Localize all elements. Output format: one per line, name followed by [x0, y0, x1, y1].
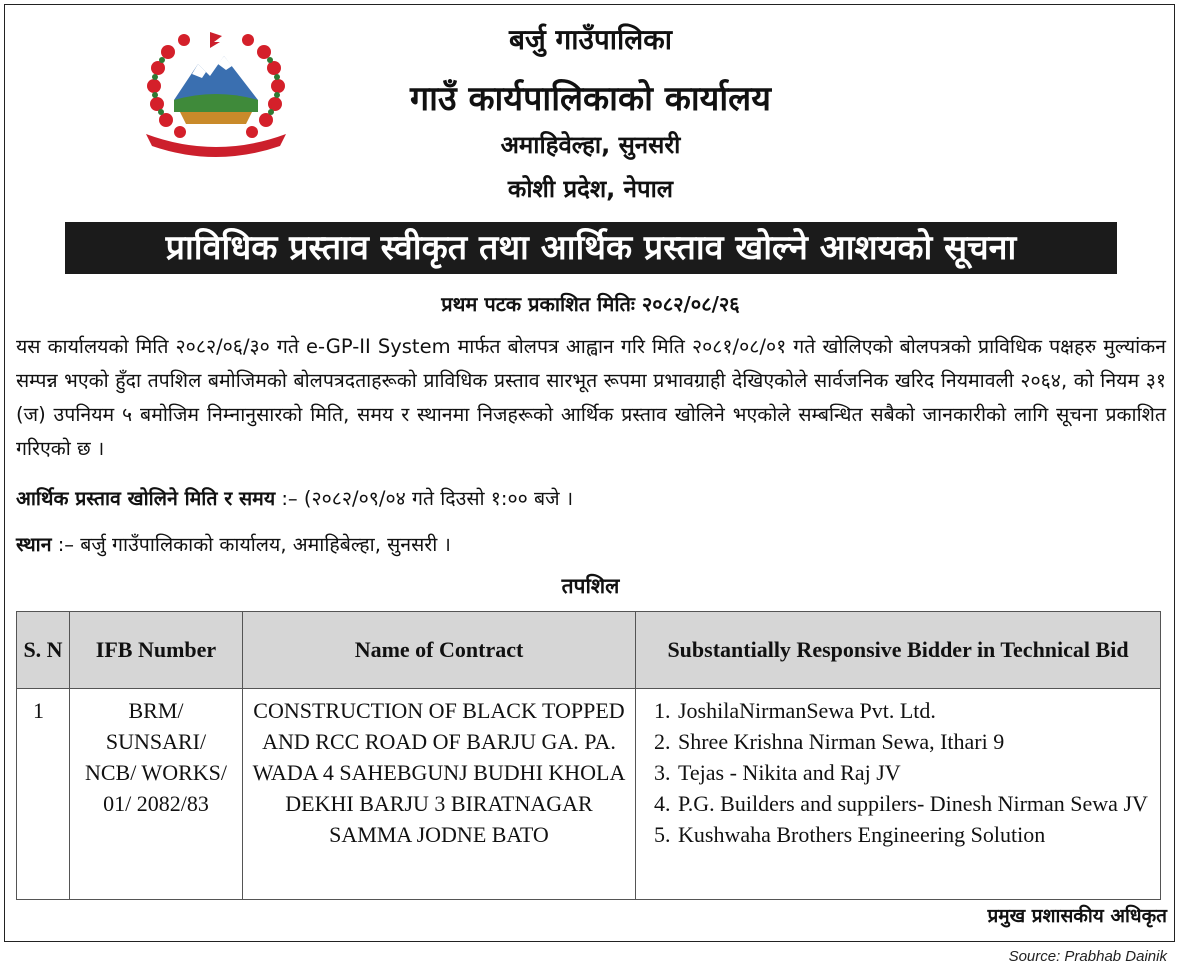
- place-label: स्थान: [16, 533, 52, 556]
- place-value: :– बर्जु गाउँपालिकाको कार्यालय, अमाहिबेल्हा, सुनसरी ।: [51, 533, 451, 556]
- bidder-item: 5. Kushwaha Brothers Engineering Solution: [676, 819, 1152, 850]
- bidder-table: [16, 611, 1161, 900]
- header-sn: S. N: [17, 612, 70, 689]
- bidder-item: 3. Tejas - Nikita and Raj JV: [676, 757, 1152, 788]
- opening-date-value: :– (२०८२/०९/०४ गते दिउसो १:०० बजे ।: [275, 487, 574, 510]
- schedule-heading: तपशिल: [561, 574, 620, 598]
- cell-bidders: [636, 689, 1161, 900]
- bidder-item: 1. JoshilaNirmanSewa Pvt. Ltd.: [676, 695, 1152, 726]
- bidder-item: 4. P.G. Builders and suppilers- Dinesh Nirman Sewa JV: [676, 788, 1152, 819]
- opening-date-line: [16, 484, 573, 511]
- province-country: कोशी प्रदेश, नेपाल: [507, 175, 674, 203]
- header-ifb: IFB Number: [70, 612, 243, 689]
- header-bidders: Substantially Responsive Bidder in Technical Bid: [636, 612, 1161, 689]
- cell-ifb: BRM/ SUNSARI/ NCB/ WORKS/ 01/ 2082/83: [70, 689, 243, 900]
- header-contract: Name of Contract: [243, 612, 636, 689]
- source-credit: Source: Prabhab Dainik: [1008, 948, 1167, 965]
- publish-date: प्रथम पटक प्रकाशित मितिः २०८२/०८/२६: [441, 292, 740, 316]
- table-header-row: [17, 612, 1161, 689]
- cell-contract: CONSTRUCTION OF BLACK TOPPED AND RCC ROAD OF BARJU GA. PA. WADA 4 SAHEBGUNJ BUDHI KHOLA DEKHI BARJU 3 BIRATNAGAR SAMMA JODNE BATO: [243, 689, 636, 900]
- notice-body: यस कार्यालयको मिति २०८२/०६/३० गते e-GP-II System मार्फत बोलपत्र आह्वान गरि मिति २०८१/०८/०१ गते खोलिएको बोलपत्रको प्राविधिक पक्षहरु मुल्यांकन सम्पन्न भएको हुँदा तपशिल बमोजिमको बोलपत्रदताहरूको प्राविधिक प्रस्ताव सारभूत रूपमा प्रभावग्राही देखिएकोले सार्वजनिक खरिद नियमावली २०६४, को नियम ३१ (ज) उपनियम ५ बमोजिम निम्नानुसारको मिति, समय र स्थानमा निजहरूको आर्थिक प्रस्ताव खोलिने भएकोले सम्बन्धित सबैको जानकारीको लागि सूचना प्रकाशित गरिएको छ ।: [16, 335, 1166, 460]
- bidder-list: [644, 695, 1152, 850]
- municipality-name: बर्जु गाउँपालिका: [508, 23, 673, 56]
- bidder-item: 2. Shree Krishna Nirman Sewa, Ithari 9: [676, 726, 1152, 757]
- office-address: अमाहिवेल्हा, सुनसरी: [500, 131, 681, 159]
- office-name: गाउँ कार्यपालिकाको कार्यालय: [410, 79, 771, 119]
- opening-date-label: आर्थिक प्रस्ताव खोलिने मिति र समय: [16, 487, 276, 510]
- cell-sn: 1: [17, 689, 70, 900]
- notice-title: प्राविधिक प्रस्ताव स्वीकृत तथा आर्थिक प्रस्ताव खोल्ने आशयको सूचना: [65, 222, 1117, 274]
- place-line: [16, 530, 451, 557]
- signatory-title: प्रमुख प्रशासकीय अधिकृत: [987, 905, 1167, 927]
- table-row: [17, 689, 1161, 900]
